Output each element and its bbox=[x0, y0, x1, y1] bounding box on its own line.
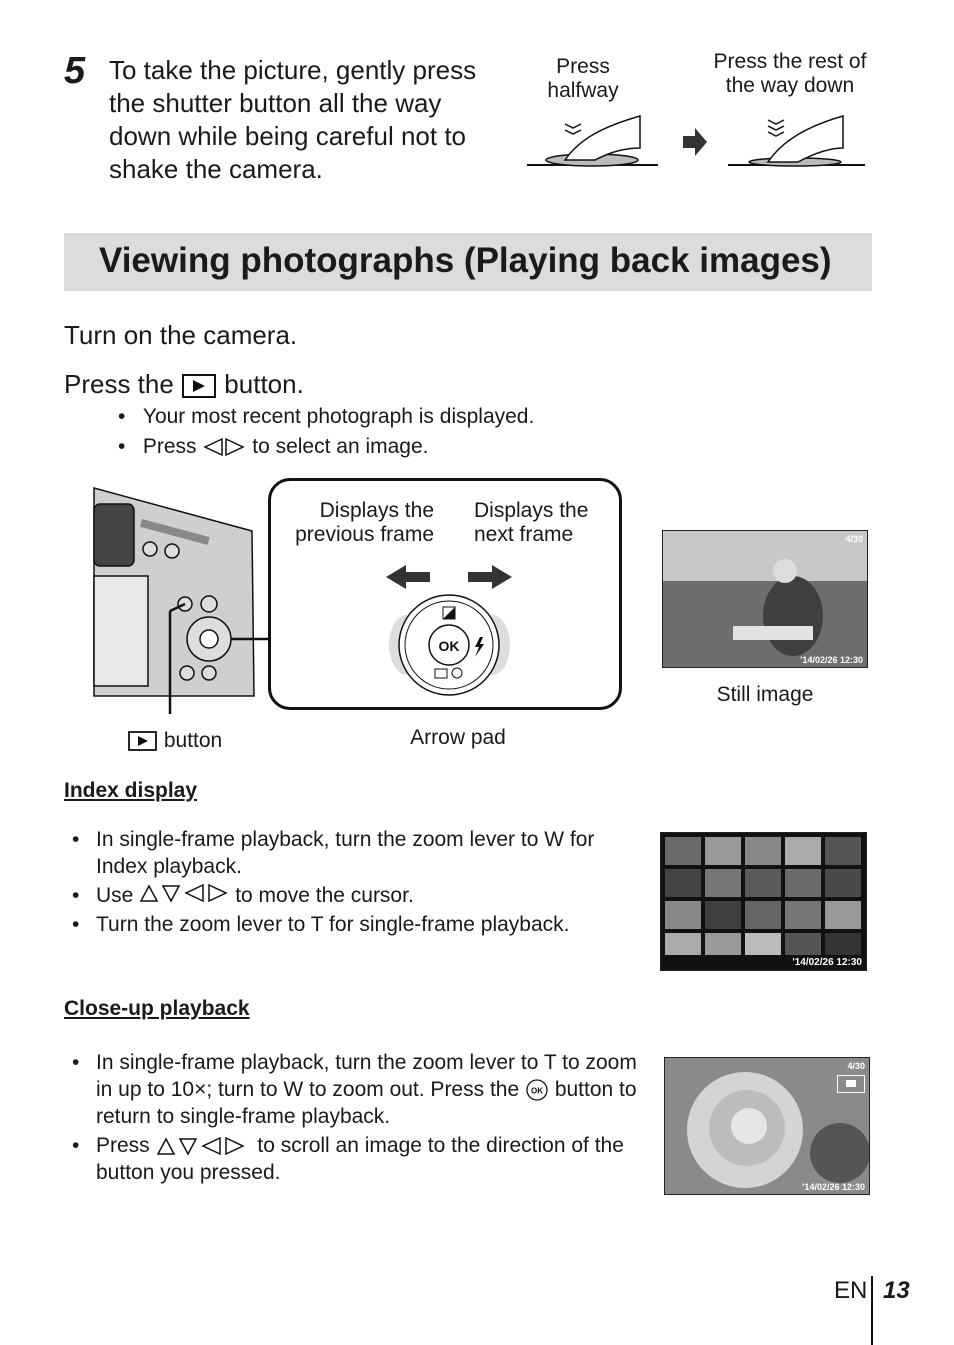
closeup-date: '14/02/26 12:30 bbox=[802, 1182, 865, 1192]
press-play-instruction bbox=[64, 369, 304, 400]
ok-label: OK bbox=[438, 638, 460, 654]
half-press-figure bbox=[527, 116, 658, 166]
exposure-icon bbox=[443, 607, 455, 619]
index-item-2: • Use to move the cursor. bbox=[72, 884, 414, 907]
playback-icon-small bbox=[128, 730, 158, 752]
arrow-pad-diagram bbox=[382, 563, 522, 703]
section-title: Viewing photographs (Playing back images) bbox=[99, 241, 832, 280]
page-number: 13 bbox=[883, 1277, 910, 1304]
ok-small-label: OK bbox=[530, 1086, 543, 1096]
play-button-caption: button bbox=[128, 729, 222, 753]
index-item-1: • In single-frame playback, turn the zoom lever to W for Index playback. bbox=[72, 828, 595, 878]
step-instruction: To take the picture, gently press the shutter button all the way down while being careful not to shake the camera. bbox=[109, 55, 477, 184]
camera-back-illustration bbox=[92, 486, 272, 716]
press-rest-caption: Press the rest of the way down bbox=[713, 50, 867, 97]
footer-divider bbox=[871, 1276, 873, 1345]
index-grid-graphic bbox=[661, 833, 867, 971]
ok-button-icon bbox=[525, 1078, 549, 1102]
still-date: '14/02/26 12:30 bbox=[800, 655, 863, 665]
closeup-list bbox=[72, 1049, 647, 1186]
step-number: 5 bbox=[64, 50, 86, 92]
full-press-figure bbox=[728, 116, 865, 166]
press-the-text: Press the bbox=[64, 369, 174, 399]
closeup-item-2: • Press to scroll an image to the direction of the button you pressed. bbox=[72, 1134, 624, 1184]
playback-icon bbox=[181, 372, 217, 400]
bullet-recent-photo: • Your most recent photograph is displayed. bbox=[118, 405, 535, 428]
language-label: EN bbox=[834, 1277, 868, 1304]
bullet-select-image: • Press to select an image. bbox=[118, 435, 429, 458]
arrow-pad-caption: Arrow pad bbox=[410, 726, 506, 749]
left-arrow-icon bbox=[386, 565, 430, 589]
index-display-list bbox=[72, 826, 642, 938]
prev-frame-label: Displays the previous frame bbox=[295, 499, 434, 546]
still-image-photo bbox=[662, 530, 868, 668]
shutter-illustration bbox=[525, 108, 875, 172]
closeup-heading: Close-up playback bbox=[64, 997, 250, 1020]
turn-on-instruction: Turn on the camera. bbox=[64, 320, 298, 350]
closeup-photo bbox=[664, 1057, 870, 1195]
index-display-heading: Index display bbox=[64, 779, 198, 802]
next-frame-label: Displays the next frame bbox=[474, 499, 589, 546]
closeup-frame-counter: 4/30 bbox=[847, 1061, 865, 1071]
still-image-caption: Still image bbox=[716, 683, 814, 706]
index-date: '14/02/26 12:30 bbox=[792, 957, 862, 968]
four-direction-arrows-icon bbox=[156, 1135, 252, 1157]
button-word: button. bbox=[224, 369, 304, 399]
ok-button bbox=[439, 638, 460, 654]
right-arrow-icon bbox=[468, 565, 512, 589]
index-display-photo bbox=[660, 832, 867, 971]
arrow-right-icon bbox=[683, 128, 707, 156]
left-right-arrows-icon bbox=[202, 437, 246, 457]
press-halfway-caption: Press halfway bbox=[547, 55, 619, 102]
still-photo-graphic bbox=[663, 531, 868, 668]
four-direction-arrows-icon bbox=[139, 882, 235, 904]
index-item-3: • Turn the zoom lever to T for single-frame playback. bbox=[72, 913, 570, 936]
still-frame-counter: 4/30 bbox=[845, 534, 863, 544]
closeup-item-1: • In single-frame playback, turn the zoom lever to T to zoom in up to 10×; turn to W to zoom out. Press the OK button to return to single-frame playback. bbox=[72, 1051, 637, 1128]
zoom-frame-icon bbox=[837, 1075, 865, 1093]
